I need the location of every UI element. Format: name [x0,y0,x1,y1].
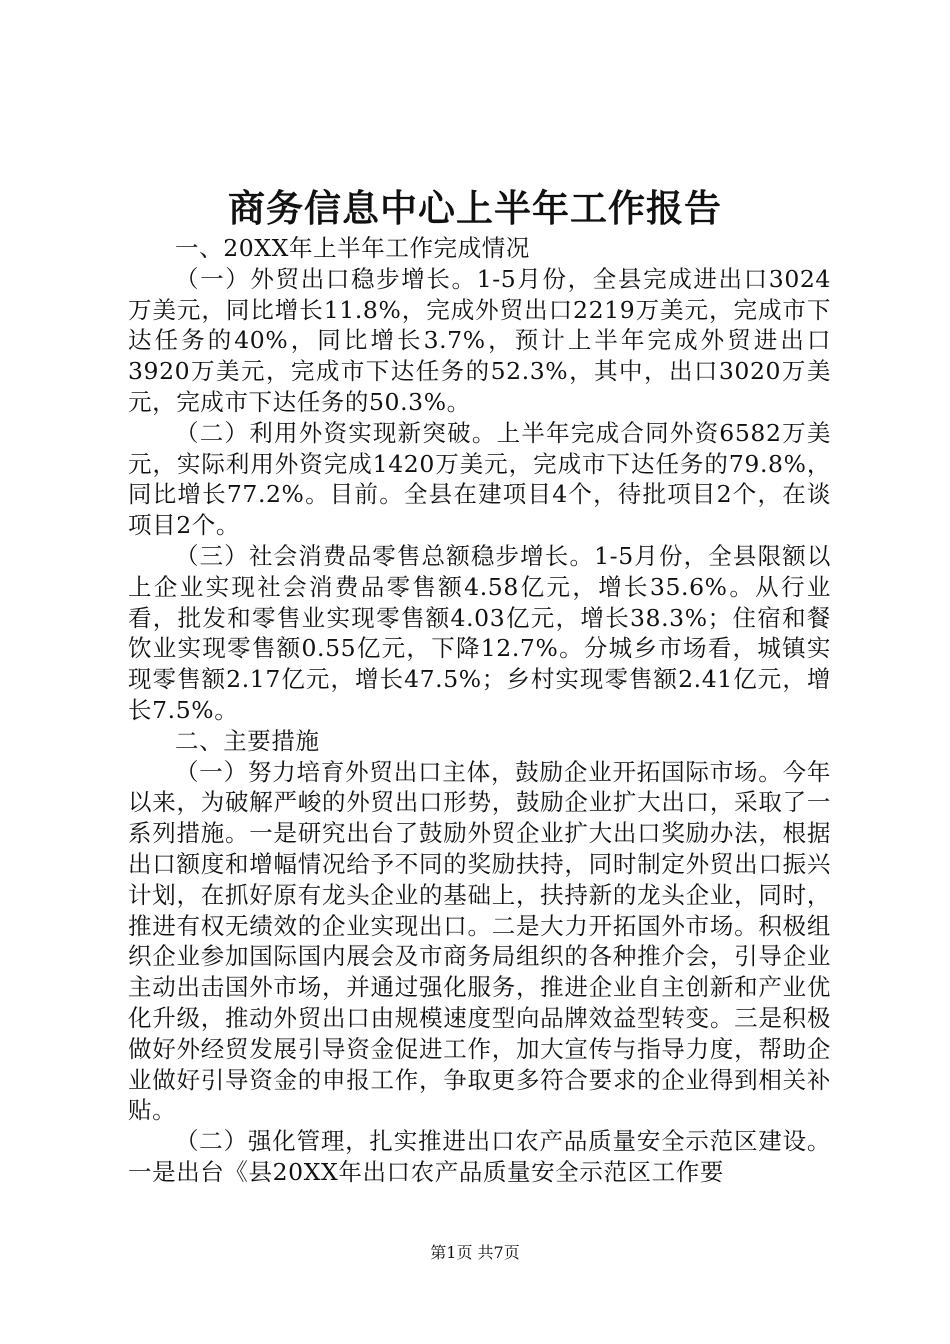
paragraph-foreign-trade: （一）外贸出口稳步增长。1-5月份，全县完成进出口3024万美元，同比增长11.8%，完成外贸出口2219万美元，完成市下达任务的40%，同比增长3.7%，预计上半年完成外贸进出口3920万美元，完成市下达任务的52.3%，其中，出口3020万美元，完成市下达任务的50.3%。 [128,264,831,416]
paragraph-quality-safety: （二）强化管理，扎实推进出口农产品质量安全示范区建设。一是出台《县20XX年出口农产品质量安全示范区工作要 [128,1127,831,1186]
document-body [128,233,831,1188]
section-heading-1: 一、20XX年上半年工作完成情况 [175,234,530,262]
section-heading-2: 二、主要措施 [175,726,320,755]
document-title: 商务信息中心上半年工作报告 [228,186,722,230]
paragraph-retail-sales: （三）社会消费品零售总额稳步增长。1-5月份，全县限额以上企业实现社会消费品零售额4.58亿元，增长35.6%。从行业看，批发和零售业实现零售额4.03亿元，增长38.3%；住宿和餐饮业实现零售额0.55亿元，下降12.7%。分城乡市场看，城镇实现零售额2.17亿元，增长47.5%；乡村实现零售额2.41亿元，增长7.5%。 [128,541,831,724]
paragraph-export-measures: （一）努力培育外贸出口主体，鼓励企业开拓国际市场。今年以来，为破解严峻的外贸出口形势，鼓励企业扩大出口，采取了一系列措施。一是研究出台了鼓励外贸企业扩大出口奖励办法，根据出口额度和增幅情况给予不同的奖励扶持，同时制定外贸出口振兴计划，在抓好原有龙头企业的基础上，扶持新的龙头企业，同时，推进有权无绩效的企业实现出口。二是大力开拓国外市场。积极组织企业参加国际国内展会及市商务局组织的各种推介会，引导企业主动出击国外市场，并通过强化服务，推进企业自主创新和产业优化升级，推动外贸出口由规模速度型向品牌效益型转变。三是积极做好外经贸发展引导资金促进工作，加大宣传与指导力度，帮助企业做好引导资金的申报工作，争取更多符合要求的企业得到相关补贴。 [128,757,831,1125]
page-number: 第1页 共7页 [430,1243,520,1262]
paragraph-foreign-investment: （二）利用外资实现新突破。上半年完成合同外资6582万美元，实际利用外资完成1420万美元，完成市下达任务的79.8%，同比增长77.2%。目前。全县在建项目4个，待批项目2个，在谈项目2个。 [128,418,831,540]
